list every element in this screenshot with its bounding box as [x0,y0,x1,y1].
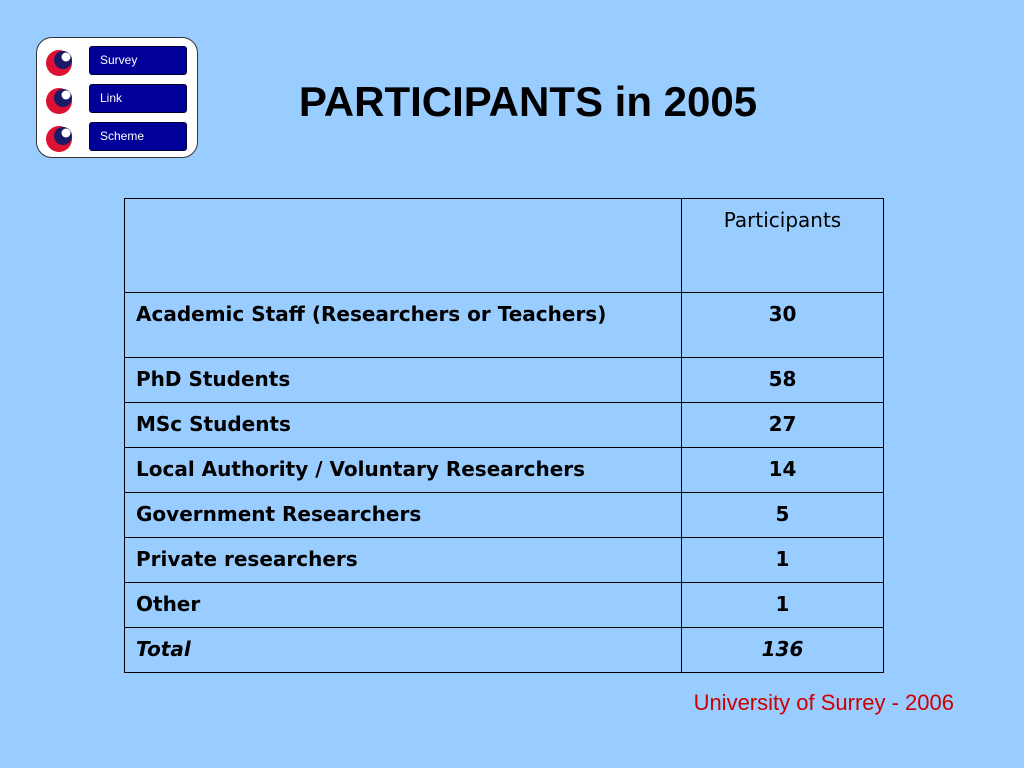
row-value: 58 [682,358,884,403]
table-row [125,293,884,358]
table-row [125,493,884,538]
table-total-row [125,628,884,673]
total-value: 136 [682,628,884,673]
row-label: Local Authority / Voluntary Researchers [125,448,682,493]
row-value: 1 [682,538,884,583]
participants-table [124,198,884,673]
row-label: MSc Students [125,403,682,448]
row-label: Private researchers [125,538,682,583]
table-row [125,448,884,493]
table-row [125,538,884,583]
nav-button-survey[interactable]: Survey [89,46,187,75]
row-value: 1 [682,583,884,628]
row-label: PhD Students [125,358,682,403]
nav-button-link[interactable]: Link [89,84,187,113]
row-label: Government Researchers [125,493,682,538]
table-row [125,583,884,628]
table-header-category [125,199,682,293]
table-header-participants: Participants [682,199,884,293]
row-value: 5 [682,493,884,538]
row-value: 14 [682,448,884,493]
nav-panel [36,37,198,158]
row-label: Academic Staff (Researchers or Teachers) [125,293,682,358]
table-row [125,358,884,403]
logo-ball-icon [44,124,74,154]
footer-credit: University of Surrey - 2006 [693,690,954,715]
row-value: 27 [682,403,884,448]
table-row [125,403,884,448]
row-value: 30 [682,293,884,358]
nav-button-scheme[interactable]: Scheme [89,122,187,151]
row-label: Other [125,583,682,628]
nav-row-scheme [37,122,197,154]
nav-row-survey [37,46,197,78]
logo-ball-icon [44,86,74,116]
total-label: Total [125,628,682,673]
page-title: PARTICIPANTS in 2005 [298,78,758,125]
table-header-row [125,199,884,293]
logo-ball-icon [44,48,74,78]
nav-row-link [37,84,197,116]
